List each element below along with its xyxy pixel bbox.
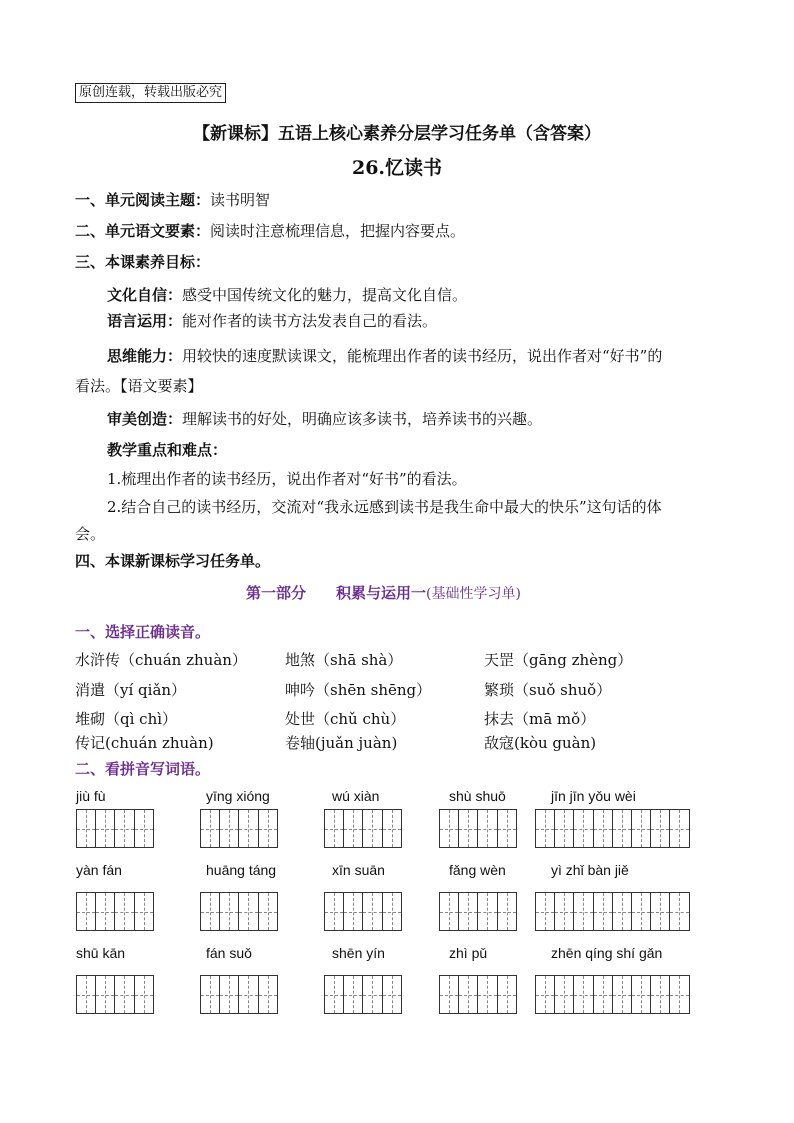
key-point-2: 2.结合自己的读书经历，交流对“我永远感到读书是我生命中最大的快乐”这句话的体: [107, 498, 662, 516]
writing-grid-cell[interactable]: [593, 975, 613, 1014]
part-title: 积累与运用一: [336, 584, 427, 602]
pinyin-label: shēn yín: [332, 945, 385, 961]
writing-grid-cell[interactable]: [238, 892, 258, 931]
writing-grid-cell[interactable]: [439, 975, 459, 1014]
goal-aesthetic-text: 理解读书的好处，明确应该多读书，培养读书的兴趣。: [182, 410, 543, 428]
writing-grid-cell[interactable]: [612, 809, 632, 848]
writing-grid-cell[interactable]: [535, 809, 555, 848]
writing-grid-cell[interactable]: [650, 892, 670, 931]
pinyin-label: wú xiàn: [332, 788, 380, 804]
writing-grid-cell[interactable]: [114, 975, 134, 1014]
writing-grid-cell[interactable]: [362, 975, 382, 1014]
reading-choice-item: 繁琐（suǒ shuǒ）: [484, 681, 612, 699]
writing-grid-cell[interactable]: [650, 809, 670, 848]
writing-grid-cell[interactable]: [114, 809, 134, 848]
goal-aesthetic: [107, 409, 542, 429]
writing-grid-cell[interactable]: [219, 809, 239, 848]
lesson-title: 26.忆读书: [351, 157, 443, 179]
reading-choice-item: 消遣（yí qiǎn）: [75, 681, 187, 699]
reading-choice-item: 处世（chǔ chù）: [285, 710, 406, 728]
key-point-2-cont: 会。: [75, 525, 106, 543]
goal-language-label: 语言运用：: [107, 312, 183, 330]
reading-choice-item: 敌寇(kòu guàn): [484, 734, 597, 752]
goal-thinking-label: 思维能力：: [107, 347, 183, 365]
pinyin-label: fán suǒ: [206, 945, 252, 961]
writing-grid-cell[interactable]: [343, 975, 363, 1014]
section-1: [75, 190, 270, 210]
writing-grid-cell[interactable]: [343, 892, 363, 931]
writing-grid-cell[interactable]: [324, 892, 344, 931]
writing-grid-cell[interactable]: [95, 892, 115, 931]
reading-choice-item: 抹去（mā mǒ）: [484, 710, 596, 728]
writing-grid-cell[interactable]: [134, 975, 154, 1014]
section-1-label: 一、单元阅读主题：: [75, 191, 211, 209]
writing-grid-cell[interactable]: [497, 975, 517, 1014]
reading-choice-item: 卷轴(juǎn juàn): [285, 734, 398, 752]
part-heading: [246, 583, 521, 604]
writing-grid-cell[interactable]: [477, 809, 497, 848]
writing-grid-cell[interactable]: [95, 809, 115, 848]
pinyin-label: zhì pǔ: [449, 945, 488, 961]
writing-grid-cell[interactable]: [535, 892, 555, 931]
writing-grid-cell[interactable]: [238, 809, 258, 848]
reading-choice-item: 水浒传（chuán zhuàn）: [75, 651, 247, 669]
goal-aesthetic-label: 审美创造：: [107, 410, 183, 428]
key-points-label: 教学重点和难点：: [107, 441, 228, 459]
pinyin-label: huāng táng: [206, 862, 277, 878]
reading-choice-item: 地煞（shā shà）: [285, 651, 403, 669]
writing-grid-cell[interactable]: [258, 809, 278, 848]
writing-grid-cell[interactable]: [324, 809, 344, 848]
writing-grid-cell[interactable]: [114, 892, 134, 931]
writing-grid-cell[interactable]: [134, 892, 154, 931]
writing-grid-cell[interactable]: [593, 809, 613, 848]
writing-grid-cell[interactable]: [573, 809, 593, 848]
goal-language: [107, 311, 437, 331]
pinyin-label: yīng xióng: [206, 788, 270, 804]
key-point-1: 1.梳理出作者的读书经历，说出作者对“好书”的看法。: [107, 470, 467, 488]
question-1-heading: 一、选择正确读音。: [75, 623, 211, 641]
writing-grid-cell[interactable]: [554, 892, 574, 931]
writing-grid-cell[interactable]: [631, 809, 651, 848]
section-2-label: 二、单元语文要素：: [75, 222, 211, 240]
reading-choice-item: 传记(chuán zhuàn): [75, 734, 214, 752]
writing-grid-cell[interactable]: [669, 975, 689, 1014]
writing-grid-cell[interactable]: [631, 975, 651, 1014]
writing-grid-cell[interactable]: [612, 975, 632, 1014]
writing-grid-cell[interactable]: [593, 892, 613, 931]
goal-thinking-text: 用较快的速度默读课文，能梳理出作者的读书经历，说出作者对“好书”的: [182, 347, 663, 365]
writing-grid-cell[interactable]: [554, 975, 574, 1014]
part-name: 第一部分: [246, 584, 307, 602]
writing-grid-cell[interactable]: [134, 809, 154, 848]
writing-grid-cell[interactable]: [669, 809, 689, 848]
question-2-heading: 二、看拼音写词语。: [75, 760, 211, 778]
writing-grid-cell[interactable]: [76, 809, 96, 848]
writing-grid-cell[interactable]: [458, 892, 478, 931]
pinyin-label: shù shuō: [449, 788, 506, 804]
pinyin-label: jiù fù: [76, 788, 106, 804]
reading-choice-item: 堆砌（qì chì）: [75, 710, 178, 728]
copyright-stamp: 原创连载，转载出版必究: [75, 83, 226, 103]
writing-grid-cell[interactable]: [362, 892, 382, 931]
section-2-text: 阅读时注意梳理信息，把握内容要点。: [210, 222, 466, 240]
writing-grid-cell[interactable]: [76, 975, 96, 1014]
writing-grid-cell[interactable]: [219, 975, 239, 1014]
writing-grid-cell[interactable]: [631, 892, 651, 931]
writing-grid-cell[interactable]: [477, 975, 497, 1014]
writing-grid-cell[interactable]: [650, 975, 670, 1014]
writing-grid-cell[interactable]: [458, 975, 478, 1014]
pinyin-label: yì zhǐ bàn jiě: [551, 862, 629, 878]
reading-choice-item: 呻吟（shēn shēng）: [285, 681, 432, 699]
writing-grid-cell[interactable]: [200, 809, 220, 848]
pinyin-label: zhēn qíng shí gǎn: [551, 945, 663, 961]
writing-grid-cell[interactable]: [458, 809, 478, 848]
writing-grid-cell[interactable]: [382, 809, 402, 848]
reading-choice-item: 天罡（gāng zhèng）: [484, 651, 633, 669]
pinyin-label: xīn suān: [332, 862, 385, 878]
goal-culture: [107, 285, 467, 305]
writing-grid-cell[interactable]: [554, 809, 574, 848]
writing-grid-cell[interactable]: [612, 892, 632, 931]
writing-grid-cell[interactable]: [439, 892, 459, 931]
writing-grid-cell[interactable]: [95, 975, 115, 1014]
writing-grid-cell[interactable]: [535, 975, 555, 1014]
goal-thinking: [107, 346, 662, 366]
writing-grid-cell[interactable]: [200, 975, 220, 1014]
writing-grid-cell[interactable]: [382, 975, 402, 1014]
writing-grid-cell[interactable]: [497, 809, 517, 848]
writing-grid-cell[interactable]: [238, 975, 258, 1014]
pinyin-label: yàn fán: [76, 862, 122, 878]
writing-grid-cell[interactable]: [439, 809, 459, 848]
section-2: [75, 221, 465, 241]
writing-grid-cell[interactable]: [362, 809, 382, 848]
goal-culture-text: 感受中国传统文化的魅力，提高文化自信。: [182, 286, 468, 304]
goal-thinking-cont: 看法。【语文要素】: [75, 377, 203, 395]
writing-grid-cell[interactable]: [477, 892, 497, 931]
section-3-label: 三、本课素养目标：: [75, 253, 211, 271]
document-title: 【新课标】五语上核心素养分层学习任务单（含答案）: [193, 124, 601, 144]
writing-grid-cell[interactable]: [573, 975, 593, 1014]
writing-grid-cell[interactable]: [324, 975, 344, 1014]
writing-grid-cell[interactable]: [76, 892, 96, 931]
writing-grid-cell[interactable]: [219, 892, 239, 931]
writing-grid-cell[interactable]: [497, 892, 517, 931]
writing-grid-cell[interactable]: [573, 892, 593, 931]
goal-language-text: 能对作者的读书方法发表自己的看法。: [182, 312, 438, 330]
writing-grid-cell[interactable]: [258, 892, 278, 931]
pinyin-label: jīn jīn yǒu wèi: [551, 788, 636, 804]
section-1-text: 读书明智: [210, 191, 271, 209]
section-4-label: 四、本课新课标学习任务单。: [75, 552, 271, 570]
writing-grid-cell[interactable]: [669, 892, 689, 931]
pinyin-label: fǎng wèn: [449, 862, 506, 878]
pinyin-label: shū kān: [76, 945, 126, 961]
writing-grid-cell[interactable]: [258, 975, 278, 1014]
writing-grid-cell[interactable]: [200, 892, 220, 931]
part-note: (基础性学习单): [426, 586, 521, 602]
writing-grid-cell[interactable]: [343, 809, 363, 848]
goal-culture-label: 文化自信：: [107, 286, 183, 304]
writing-grid-cell[interactable]: [382, 892, 402, 931]
